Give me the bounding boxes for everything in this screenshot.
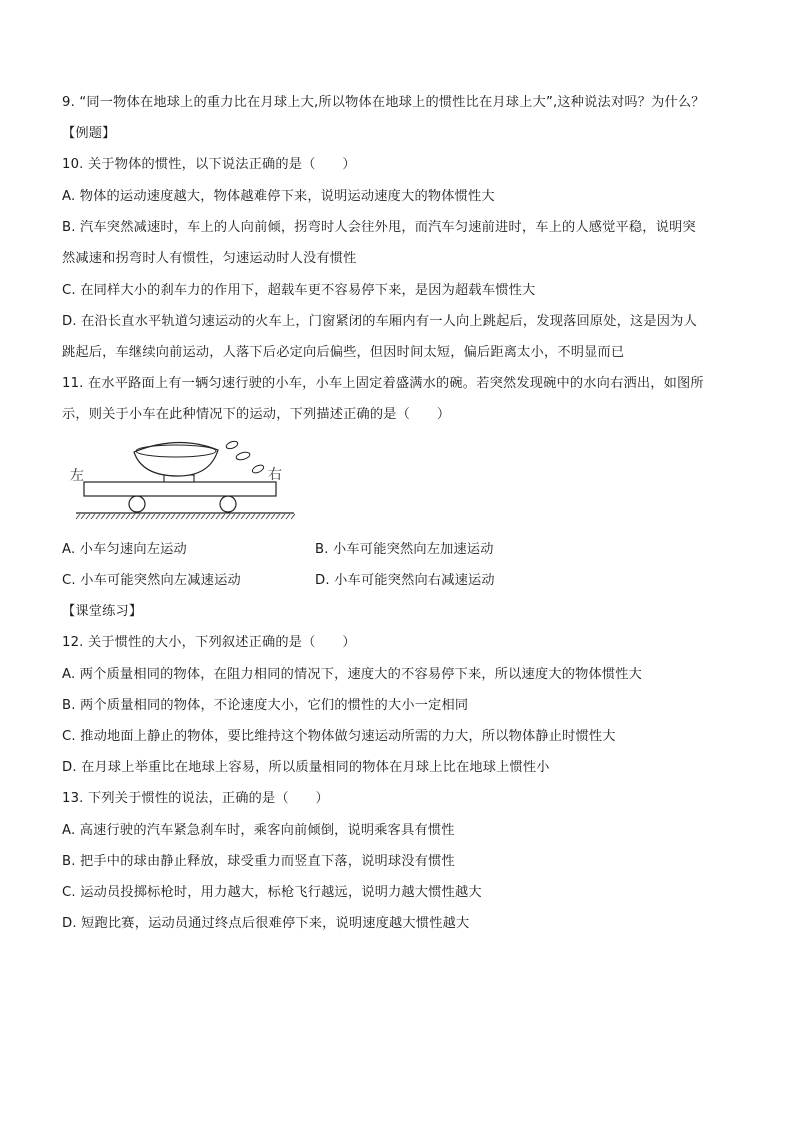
- section-heading-example: 【例题】: [62, 126, 116, 141]
- question-10-option-b-line1: B. 汽车突然减速时，车上的人向前倾，拐弯时人会往外甩，而汽车匀速前进时，车上的人感觉平稳，说明突: [62, 220, 696, 235]
- question-11-option-a: A. 小车匀速向左运动: [62, 542, 187, 557]
- question-13-option-b: B. 把手中的球由静止释放，球受重力而竖直下落，说明球没有惯性: [62, 854, 455, 869]
- question-10-option-b-line2: 然减速和拐弯时人有惯性，匀速运动时人没有惯性: [62, 251, 357, 266]
- section-heading-practice: 【课堂练习】: [62, 604, 143, 619]
- question-11-option-c: C. 小车可能突然向左减速运动: [62, 573, 241, 588]
- question-12-stem: 12. 关于惯性的大小，下列叙述正确的是（ ）: [62, 635, 356, 650]
- cart-bowl-figure: [68, 436, 300, 520]
- question-9: 9. “同一物体在地球上的重力比在月球上大,所以物体在地球上的惯性比在月球上大”,这种说法对吗？为什么？: [62, 95, 705, 110]
- question-11-option-b: B. 小车可能突然向左加速运动: [315, 542, 494, 557]
- question-12-option-d: D. 在月球上举重比在地球上容易，所以质量相同的物体在月球上比在地球上惯性小: [62, 760, 550, 775]
- figure-label-left: 左: [70, 468, 84, 484]
- question-10-option-d-line2: 跳起后，车继续向前运动，人落下后必定向后偏些，但因时间太短，偏后距离太小，不明显而已: [62, 345, 625, 360]
- question-13-stem: 13. 下列关于惯性的说法，正确的是（ ）: [62, 791, 329, 806]
- question-12-option-a: A. 两个质量相同的物体，在阻力相同的情况下，速度大的不容易停下来，所以速度大的物体惯性大: [62, 667, 643, 682]
- question-10-option-c: C. 在同样大小的刹车力的作用下，超载车更不容易停下来，是因为超载车惯性大: [62, 283, 536, 298]
- bowl: [134, 442, 218, 476]
- water-drop: [235, 451, 250, 461]
- question-12-option-b: B. 两个质量相同的物体，不论速度大小，它们的惯性的大小一定相同: [62, 698, 469, 713]
- question-10-stem: 10. 关于物体的惯性，以下说法正确的是（ ）: [62, 157, 356, 172]
- question-13-option-c: C. 运动员投掷标枪时，用力越大，标枪飞行越远，说明力越大惯性越大: [62, 885, 482, 900]
- question-11-stem-line1: 11. 在水平路面上有一辆匀速行驶的小车，小车上固定着盛满水的碗。若突然发现碗中的水向右洒出，如图所: [62, 376, 704, 391]
- question-12-option-c: C. 推动地面上静止的物体，要比维持这个物体做匀速运动所需的力大，所以物体静止时惯性大: [62, 729, 616, 744]
- question-13-option-d: D. 短跑比赛，运动员通过终点后很难停下来，说明速度越大惯性越大: [62, 916, 470, 931]
- question-13-option-a: A. 高速行驶的汽车紧急刹车时，乘客向前倾倒，说明乘客具有惯性: [62, 823, 455, 838]
- water-drop: [225, 440, 238, 450]
- cart-bowl-diagram: [68, 436, 300, 520]
- water-drop: [251, 464, 265, 475]
- ground-hatching: [76, 514, 295, 519]
- figure-label-right: 右: [268, 467, 282, 483]
- question-11-stem-line2: 示，则关于小车在此种情况下的运动，下列描述正确的是（ ）: [62, 407, 451, 422]
- question-11-option-d: D. 小车可能突然向右减速运动: [315, 573, 495, 588]
- cart-body: [84, 482, 276, 496]
- question-10-option-d-line1: D. 在沿长直水平轨道匀速运动的火车上，门窗紧闭的车厢内有一人向上跳起后，发现落回原处，这是因为人: [62, 314, 697, 329]
- cart-wheel-right: [220, 496, 236, 512]
- cart-wheel-left: [129, 496, 145, 512]
- question-10-option-a: A. 物体的运动速度越大，物体越难停下来，说明运动速度大的物体惯性大: [62, 189, 495, 204]
